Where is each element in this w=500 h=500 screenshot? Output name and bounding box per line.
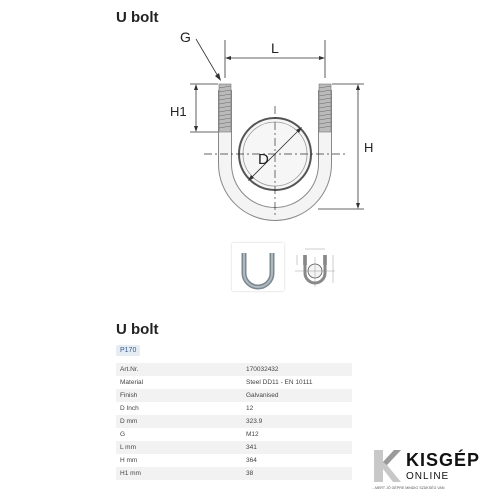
brand-sub: ONLINE [406,471,450,482]
brand-tagline: ...MERT JÓ GÉPRE MINDIG SZÜKSÉG VAN [372,486,445,490]
spec-key: D Inch [120,405,139,412]
brand-mark-icon [372,448,402,484]
spec-key: H1 mm [116,467,242,480]
table-row [116,441,352,454]
thumbnail-photo[interactable] [232,243,284,291]
table-row [116,428,352,441]
spec-value: 38 [242,467,352,480]
spec-key: L mm [116,441,242,454]
brand-name: KISGÉP [406,450,481,470]
label-h1: H1 [170,104,187,119]
table-row [116,376,352,389]
table-row [116,389,352,402]
spec-value: 364 [246,457,257,464]
page-title: U bolt [116,9,159,26]
thumbnail-drawing[interactable] [289,243,341,291]
label-l: L [271,40,279,56]
spec-key: Finish [116,389,242,402]
table-row [116,454,352,467]
spec-key: Art.Nr. [116,363,242,376]
technical-drawing [168,26,400,226]
spec-key: D mm [116,415,242,428]
table-row [116,363,352,376]
spec-value: Galvanised [242,389,352,402]
label-h: H [364,140,374,155]
spec-key: Material [120,379,144,386]
label-g: G [180,29,191,45]
u-bolt-photo-icon [232,243,284,291]
spec-table [116,363,352,480]
table-row [116,415,352,428]
spec-value: Steel DD11 - EN 10111 [246,379,313,386]
spec-value: 323.9 [242,415,352,428]
brand-logo [372,448,496,494]
spec-key: H mm [120,457,138,464]
product-code-badge: P170 [116,345,140,356]
table-row [116,467,352,480]
spec-key: G [120,431,126,438]
spec-value: 170032432 [242,363,352,376]
product-title: U bolt [116,321,159,338]
table-row [116,402,352,415]
label-d: D [258,151,269,168]
spec-value: 12 [246,405,254,412]
spec-value: 341 [242,441,352,454]
u-bolt-drawing-icon [289,243,341,291]
spec-value: M12 [246,431,259,438]
